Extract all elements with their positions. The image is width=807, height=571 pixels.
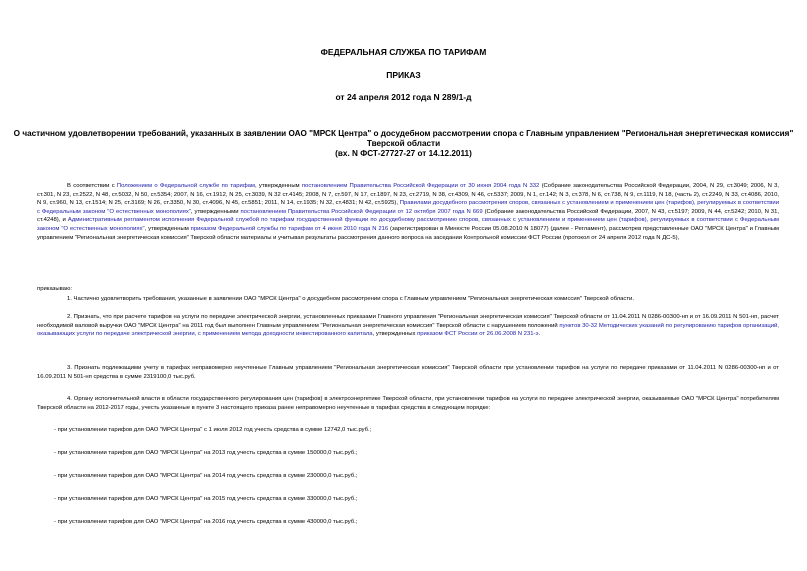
preamble-text-3: (Собрание законодательства Российской Федерации, 2004, N 29, ст.3049; 2006, N 3, ст.301, N 23, ст.2522, N 48, ст.5032, N 50, ст.5354; 2007, N 16, ст.1912, N 25, ст.3039, N 32 ст.4145; 2008, N 7, ст.597, N 17, ст.1897, N 23, ст.2719, N 38, ст.4309, N 46, ст.5337; 2009, N 1, ст.142; N 3, ст.378, N 6, ст.738, N 9, ст.1119, N 18, (часть 2), ст.2249, N 33, ст.4086, 2010, N 9, ст.960, N 13, ст.1514; N 25, ст.3169; N 26, ст.3350, N 30, ст.4096, N 45, ст.5851; 2011, N 14, ст.1935; N 32, ст.4831; N 42, ст.5925), [37, 183, 780, 207]
link-admin-regulation[interactable]: Административным регламентом исполнения Федеральной службой по тарифам государственной функции по досудебному рассмотрению споров, связанных с установлением и применением цен (тарифов), регулируемых в соответствии с Федеральным законом "О естественных монополиях" [37, 217, 779, 232]
title-main: О частичном удовлетворении требований, указанных в заявлении ОАО "МРСК Центра" о досудебном рассмотрении спора с Главным управлением "Региональная энергетическая комиссия" Тверской области [13, 129, 794, 148]
order-word: приказываю: [37, 286, 73, 292]
paragraph-3: 3. Признать подлежащими учету в тарифах неправомерно неучтенные Главным управлением "Региональная энергетическая комиссия" Тверской области при установлении тарифов на услуги по передаче приказами от 11.04.2011 N 0286-00З00-нп и от 16.09.2011 N 501-нп средства в сумме 2319100,0 тыс.руб. [37, 365, 779, 380]
list-item: - при установлении тарифов для ОАО "МРСК Центра" на 2015 год учесть средства в сумме 330000,0 тыс.руб.; [54, 496, 358, 502]
preamble-text-6: , утвержденным [144, 225, 191, 232]
preamble-text-4: , утвержденными [190, 208, 241, 215]
paragraph-1: 1. Частично удовлетворить требования, указанные в заявлении ОАО "МРСК Центра" о досудебном рассмотрении спора с Главным управлением "Региональная энергетическая комиссия" Тверской области. [67, 296, 634, 302]
document-title [10, 129, 797, 159]
p2-text-2: , утвержденных [372, 331, 418, 338]
preamble-text-1: В соответствии с [67, 183, 117, 189]
link-dispute-rules[interactable]: Правилами досудебного рассмотрения споров, связанных с установлением и применением цен (тарифов), регулируемых в соответствии с Федеральным законом "О естественных монополиях" [37, 200, 779, 215]
link-order-216[interactable]: приказом Федеральной службы по тарифам от 4 июня 2010 года N 216 [190, 225, 389, 232]
paragraph-4: 4. Органу исполнительной власти в области государственного регулирования цен (тарифов) в электроэнергетике Тверской области, при установлении тарифов на услуги по передаче электрической энергии, оказываемые ОАО "МРСК Центра" потребителям Тверской области на 2012-2017 годы, учесть указанные в пункте 3 настоящего приказа ранее неправомерно неучтенные в тарифах средства в следующем порядке: [37, 396, 779, 411]
preamble-text-7: (зарегистрирован в Минюсте России 05.08.2010 N 18077) (далее - Регламент), рассмотрев представленные ОАО "МРСК Центра" и Главным управлением "Региональная энергетическая комиссия" Тверской области материалы и учитывая результаты рассмотрения данного вопроса на заседании Контрольной комиссии ФСТ России (протокол от 24 апреля 2012 года N ДС-5), [37, 225, 779, 241]
link-resolution-669[interactable]: постановлением Правительства Российской Федерации от 12 октября 2007 года N 669 [240, 208, 483, 215]
list-item: - при установлении тарифов для ОАО "МРСК Центра" на 2014 год учесть средства в сумме 230000,0 тыс.руб.; [54, 473, 358, 479]
link-fst-regulation[interactable]: Положением о Федеральной службе по тарифам [116, 183, 255, 189]
paragraph-2 [37, 313, 779, 339]
agency-name: ФЕДЕРАЛЬНАЯ СЛУЖБА ПО ТАРИФАМ [320, 47, 487, 57]
list-item: - при установлении тарифов для ОАО "МРСК Центра" с 1 июля 2012 год учесть средства в сумме 12742,0 тыс.руб.; [54, 427, 372, 433]
link-order-231e[interactable]: приказом ФСТ России от 26.06.2008 N 231-э [417, 331, 539, 338]
title-ref: (вх. N ФСТ-27727-27 от 14.12.2011) [335, 149, 472, 158]
preamble-paragraph [37, 182, 779, 242]
preamble-text-2: , утвержденным [255, 183, 302, 189]
date-number: от 24 апреля 2012 года N 289/1-д [335, 92, 472, 102]
list-item: - при установлении тарифов для ОАО "МРСК Центра" на 2016 год учесть средства в сумме 430000,0 тыс.руб.; [54, 519, 358, 525]
list-item: - при установлении тарифов для ОАО "МРСК Центра" на 2013 год учесть средства в сумме 150000,0 тыс.руб.; [54, 450, 358, 456]
link-methodical-guidelines[interactable]: пунктов 30-32 Методических указаний по регулированию тарифов организаций, оказывающих услуги по передаче электрической энергии, с применением метода доходности инвестированного капитала [37, 322, 779, 338]
doc-type: ПРИКАЗ [386, 70, 421, 80]
p2-text-3: . [538, 331, 541, 338]
preamble-text-5: (Собрание законодательства Российской Федерации, 2007, N 43, ст.5197; 2009, N 44, ст.5242; 2010, N 31, ст.4248), и [37, 208, 779, 224]
link-resolution-332[interactable]: постановлением Правительства Российской Федерации от 30 июня 2004 года N 332 [301, 183, 540, 189]
p2-text-1: 2. Признать, что при расчете тарифов на услуги по передаче электрической энергии, установленных приказами Главного управления "Региональная энергетическая комиссия" Тверской области от 11.04.2011 N 0286-00З00-нп и от 16.09.2011 N 501-нп, расчет необходимой валовой выручки ОАО "МРСК Центра" на 2011 год был выполнен Главным управлением "Региональная энергетическая комиссия" Тверской области с нарушением положений [37, 314, 779, 329]
